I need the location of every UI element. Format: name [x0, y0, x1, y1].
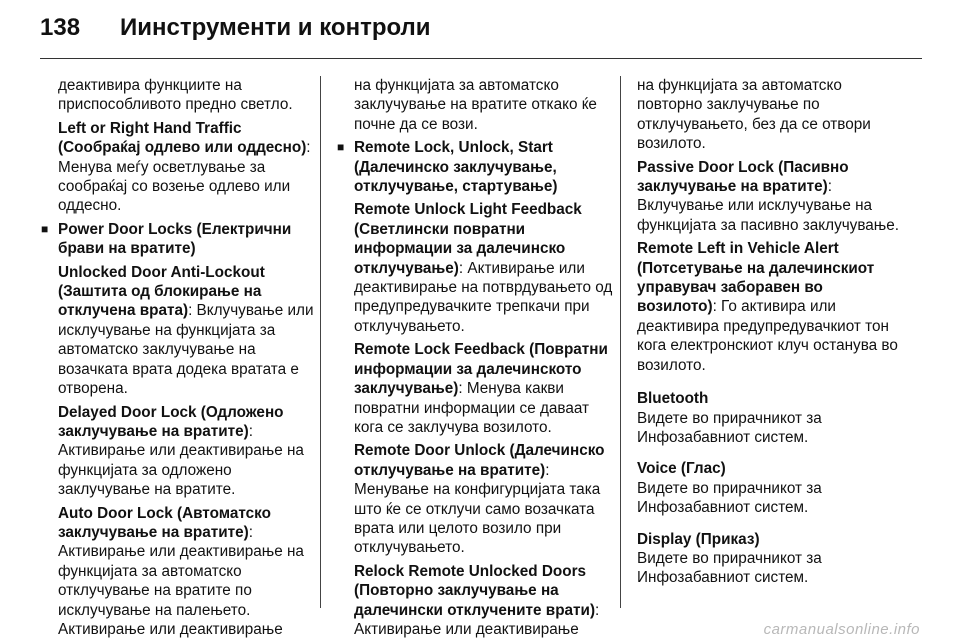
page-number: 138 — [40, 14, 81, 41]
header-divider — [40, 58, 922, 59]
paragraph: на функцијата за автоматско повторно заклучување по отклучувањето, без да се отвори возилото. — [637, 77, 871, 153]
setting-title: Auto Door Lock (Автоматско заклучување на вратите) — [58, 504, 271, 541]
section-voice — [637, 459, 899, 517]
section-text: Видете во прирачникот за Инфозабавниот систем. — [637, 409, 822, 446]
setting-entry — [354, 562, 616, 640]
paragraph: на функцијата за автоматско заклучување на вратите откако ќе почне да се вози. — [354, 77, 597, 133]
bullet-heading — [41, 220, 320, 259]
setting-entry — [637, 158, 899, 236]
setting-entry — [58, 119, 320, 216]
section-title: Voice (Глас) — [637, 460, 726, 478]
setting-title: Left or Right Hand Traffic (Сообраќај одлево или оддесно) — [58, 119, 307, 157]
setting-entry — [354, 200, 616, 336]
setting-entry — [637, 239, 899, 375]
paragraph: деактивира функциите на приспособливото предно светло. — [58, 77, 293, 114]
section-bluetooth — [637, 389, 899, 447]
page-title: Иинструменти и контроли — [120, 14, 431, 41]
setting-description: : Вклучување или исклучување на функцијата за автоматско заклучување на возачката врата додека вратата е отворена. — [58, 302, 314, 398]
setting-title: Remote Lock Feedback (Повратни информации за далечинското заклучување) — [354, 341, 608, 398]
setting-title: Relock Remote Unlocked Doors (Повторно заклучување на далечински отклучените врати) — [354, 562, 596, 619]
page-header — [40, 14, 431, 54]
setting-description: : Менува какви повратни информации се даваат кога се заклучува возилото. — [354, 380, 590, 436]
column-2 — [337, 76, 616, 643]
section-display — [637, 530, 899, 588]
column-divider-1 — [320, 76, 321, 608]
setting-description: : Активирање или деактивирање — [354, 601, 600, 638]
bullet-icon: ■ — [41, 221, 49, 236]
watermark: carmanualsonline.info — [763, 621, 920, 638]
setting-description: : Активирање или деактивирање на функцијата за одложено заклучување на вратите. — [58, 422, 304, 499]
setting-title: Passive Door Lock (Пасивно заклучување на вратите) — [637, 158, 849, 196]
section-text: Видете во прирачникот за Инфозабавниот систем. — [637, 479, 822, 517]
setting-title: Unlocked Door Anti-Lockout (Заштита од блокирање на отклучена врата) — [58, 263, 265, 320]
section-title: Bluetooth — [637, 390, 709, 408]
setting-entry — [58, 263, 320, 399]
setting-description: : Го активира или деактивира предупредувачкиот тон кога електронскиот клуч останува во возилото. — [637, 298, 898, 374]
bullet-heading — [337, 138, 616, 196]
bullet-title: Power Door Locks (Електрични брави на вратите) — [58, 220, 292, 258]
setting-description: : Вклучување или исклучување на функцијата за пасивно заклучување. — [637, 178, 899, 234]
setting-description: : Активирање или деактивирање на потврдувањето од предупредувачките трепкачи при отклучувањето. — [354, 259, 613, 335]
setting-entry — [58, 504, 320, 640]
setting-entry — [58, 403, 320, 500]
section-title: Display (Приказ) — [637, 530, 760, 548]
section-text: Видете во прирачникот за Инфозабавниот систем. — [637, 549, 822, 587]
setting-title: Remote Door Unlock (Далечинско отклучување на вратите) — [354, 442, 605, 479]
setting-title: Delayed Door Lock (Одложено заклучување на вратите) — [58, 403, 284, 440]
column-1 — [41, 76, 320, 643]
setting-title: Remote Left in Vehicle Alert (Потсетување на далечинскиот управувач заборавен во возилото) — [637, 240, 875, 316]
setting-description: : Менува меѓу осветлување за сообраќај со возење одлево или оддесно. — [58, 139, 311, 215]
setting-description: : Активирање или деактивирање на функцијата за автоматско отклучување на вратите по исклучување на палењето. Активирање или деактивирање — [58, 523, 304, 638]
bullet-title: Remote Lock, Unlock, Start (Далечинско заклучување, отклучување, стартување) — [354, 139, 558, 196]
setting-title: Remote Unlock Light Feedback (Светлински повратни информации за далечинско отклучување) — [354, 201, 582, 277]
setting-entry — [354, 441, 616, 557]
column-divider-2 — [620, 76, 621, 608]
setting-description: : Менување на конфигурцијата така што ќе се отклучи само возачката врата или целото возило при отклучувањето. — [354, 461, 601, 557]
bullet-icon: ■ — [337, 140, 345, 155]
setting-entry — [354, 340, 616, 437]
column-3 — [637, 76, 899, 600]
